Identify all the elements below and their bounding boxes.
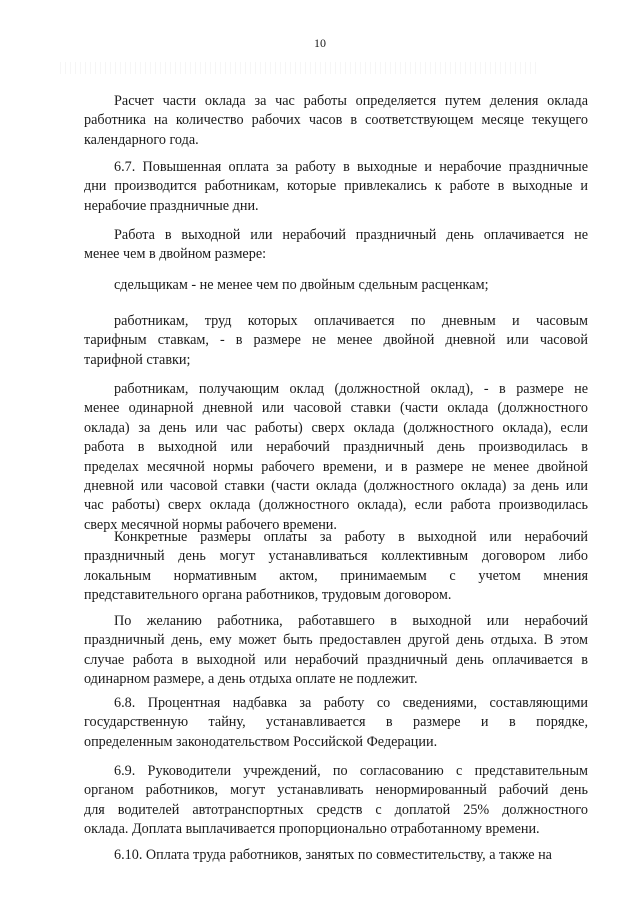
text-line: работа в выходной или нерабочий праздничный день производилась в: [84, 439, 588, 456]
paragraph: [84, 92, 588, 150]
text-line: дни производится работникам, которые привлекались к работе в выходные и: [84, 178, 588, 195]
text-line: сдельщикам - не менее чем по двойным сдельным расценкам;: [114, 277, 489, 293]
text-line: пределах месячной нормы рабочего времени, и в размере не менее двойной: [84, 458, 588, 475]
text-line: календарного года.: [84, 131, 199, 148]
text-line: нерабочие праздничные дни.: [84, 197, 259, 214]
text-line: одинарном размере, а день отдыха оплате не подлежит.: [84, 671, 418, 688]
text-line: менее одинарной дневной или часовой ставки (части оклада (должностного: [84, 400, 588, 417]
text-line: оклада. Доплата выплачивается пропорционально отработанному времени.: [84, 821, 540, 838]
paragraph: [84, 528, 588, 606]
text-line: для водителей автотранспортных средств с доплатой 25% должностного: [84, 801, 588, 818]
text-line: государственную тайну, устанавливается в размере и в порядке,: [84, 714, 588, 731]
paragraph: [84, 762, 588, 840]
page-number: 10: [314, 36, 326, 50]
paragraph: [84, 226, 588, 265]
text-line: локальным нормативным актом, принимаемым с учетом мнения: [84, 567, 588, 584]
paragraph: [84, 694, 588, 752]
text-line: тарифным ставкам, - в размере не менее двойной дневной или часовой: [84, 332, 588, 349]
text-line: 6.8. Процентная надбавка за работу со сведениями, составляющими: [114, 695, 588, 711]
paragraph: [84, 846, 588, 865]
text-line: Конкретные размеры оплаты за работу в выходной или нерабочий: [114, 529, 588, 545]
text-line: работникам, получающим оклад (должностной оклад), - в размере не: [114, 381, 588, 397]
text-line: По желанию работника, работавшего в выходной или нерабочий: [114, 613, 588, 629]
text-line: органом работников, могут устанавливать ненормированный рабочий день: [84, 782, 588, 799]
text-line: случае работа в выходной или нерабочий праздничный день оплачивается в: [84, 651, 588, 668]
text-line: Работа в выходной или нерабочий праздничный день оплачивается не: [114, 227, 588, 243]
paragraph: [84, 276, 588, 295]
text-line: час работы) сверх оклада (должностного оклада), если работа производилась: [84, 497, 588, 514]
text-line: тарифной ставки;: [84, 351, 191, 368]
paragraph: [84, 158, 588, 216]
text-line: менее чем в двойном размере:: [84, 246, 267, 263]
text-line: работника на количество рабочих часов в соответствующем месяце текущего: [84, 112, 588, 129]
paragraph: [84, 380, 588, 535]
paragraph: [84, 612, 588, 690]
text-line: представительного органа работников, трудовым договором.: [84, 587, 452, 604]
text-line: 6.9. Руководители учреждений, по согласованию с представительным: [114, 763, 588, 779]
text-line: сверх месячной нормы рабочего времени.: [84, 516, 337, 533]
text-line: работникам, труд которых оплачивается по дневным и часовым: [114, 313, 588, 329]
text-line: 6.7. Повышенная оплата за работу в выходные и нерабочие праздничные: [114, 159, 588, 175]
text-line: дневной или часовой ставки (части оклада (должностного оклада) за день или: [84, 478, 588, 495]
text-line: праздничный день могут устанавливаться коллективным договором либо: [84, 548, 588, 565]
text-line: определенным законодательством Российской Федерации.: [84, 733, 438, 750]
scan-noise-strip: [60, 62, 540, 74]
text-line: праздничный день, ему может быть предоставлен другой день отдыха. В этом: [84, 632, 588, 649]
paragraph: [84, 312, 588, 370]
text-line: 6.10. Оплата труда работников, занятых по совместительству, а также на: [114, 847, 552, 863]
text-line: оклада) за день или час работы) сверх оклада (должностного оклада), если: [84, 419, 588, 436]
text-line: Расчет части оклада за час работы определяется путем деления оклада: [114, 93, 588, 109]
